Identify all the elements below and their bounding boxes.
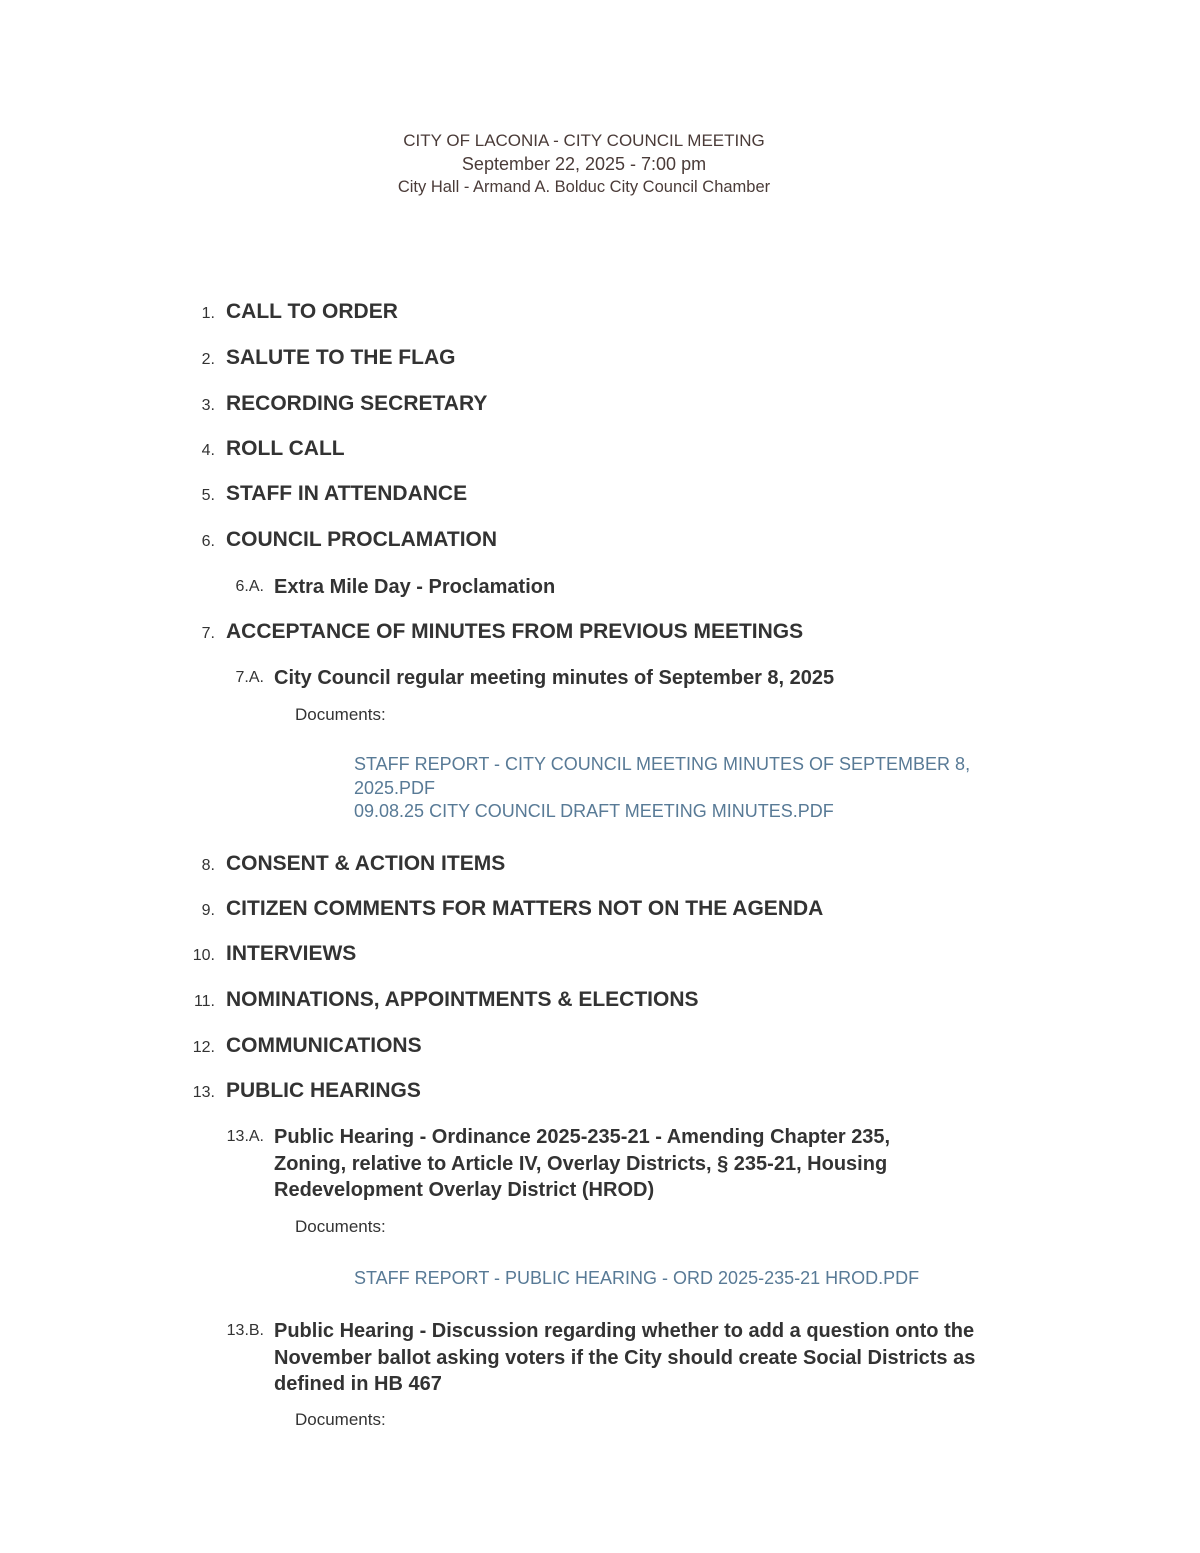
item-title: City Council regular meeting minutes of September 8, 2025 [274, 667, 835, 689]
item-title: NOMINATIONS, APPOINTMENTS & ELECTIONS [226, 988, 699, 1011]
item-title: ACCEPTANCE OF MINUTES FROM PREVIOUS MEETINGS [226, 620, 804, 643]
item-title: Public Hearing - Discussion regarding whether to add a question onto the November ballot asking voters if the City should create Social Districts as defined in HB 467 [274, 1320, 976, 1395]
document-link[interactable]: 09.08.25 CITY COUNCIL DRAFT MEETING MINUTES.PDF [354, 801, 834, 821]
item-number: 7.A. [235, 669, 264, 686]
item-title: CONSENT & ACTION ITEMS [226, 852, 506, 875]
item-number: 9. [201, 902, 215, 919]
meeting-location: City Hall - Armand A. Bolduc City Council Chamber [397, 178, 771, 196]
document-link[interactable]: STAFF REPORT - PUBLIC HEARING - ORD 2025-235-21 HROD.PDF [354, 1268, 920, 1288]
item-title: COMMUNICATIONS [226, 1034, 422, 1057]
item-number: 13.B. [226, 1322, 264, 1339]
document-link[interactable]: STAFF REPORT - CITY COUNCIL MEETING MINUTES OF SEPTEMBER 8, 2025.PDF [354, 754, 971, 798]
item-title: RECORDING SECRETARY [226, 392, 488, 415]
item-number: 4. [201, 442, 215, 459]
item-number: 5. [201, 487, 215, 504]
item-title: SALUTE TO THE FLAG [226, 346, 456, 369]
documents-label: Documents: [295, 1410, 386, 1429]
item-title: STAFF IN ATTENDANCE [226, 482, 468, 505]
item-number: 3. [201, 397, 215, 414]
item-number: 11. [193, 993, 215, 1010]
item-number: 8. [201, 857, 215, 874]
item-title: CALL TO ORDER [226, 300, 398, 323]
item-title: CITIZEN COMMENTS FOR MATTERS NOT ON THE AGENDA [226, 897, 824, 920]
documents-label: Documents: [295, 1217, 386, 1236]
org-line: CITY OF LACONIA - CITY COUNCIL MEETING [403, 131, 765, 150]
item-title: PUBLIC HEARINGS [226, 1079, 421, 1102]
item-number: 7. [201, 625, 215, 642]
item-number: 13. [192, 1084, 215, 1101]
item-title: Extra Mile Day - Proclamation [274, 576, 556, 598]
item-title: ROLL CALL [226, 437, 345, 460]
documents-label: Documents: [295, 705, 386, 724]
item-number: 2. [201, 351, 215, 368]
item-number: 12. [192, 1039, 215, 1056]
meeting-date: September 22, 2025 - 7:00 pm [461, 154, 707, 174]
item-number: 10. [192, 947, 215, 964]
item-number: 6.A. [235, 578, 264, 595]
item-number: 6. [201, 533, 215, 550]
item-number: 1. [201, 305, 215, 322]
item-title: Public Hearing - Ordinance 2025-235-21 - Amending Chapter 235, Zoning, relative to Article IV, Overlay Districts, § 235-21, Housing Redevelopment Overlay District (HROD) [274, 1126, 891, 1201]
item-title: COUNCIL PROCLAMATION [226, 528, 498, 551]
item-title: INTERVIEWS [226, 942, 357, 965]
item-number: 13.A. [226, 1128, 264, 1145]
